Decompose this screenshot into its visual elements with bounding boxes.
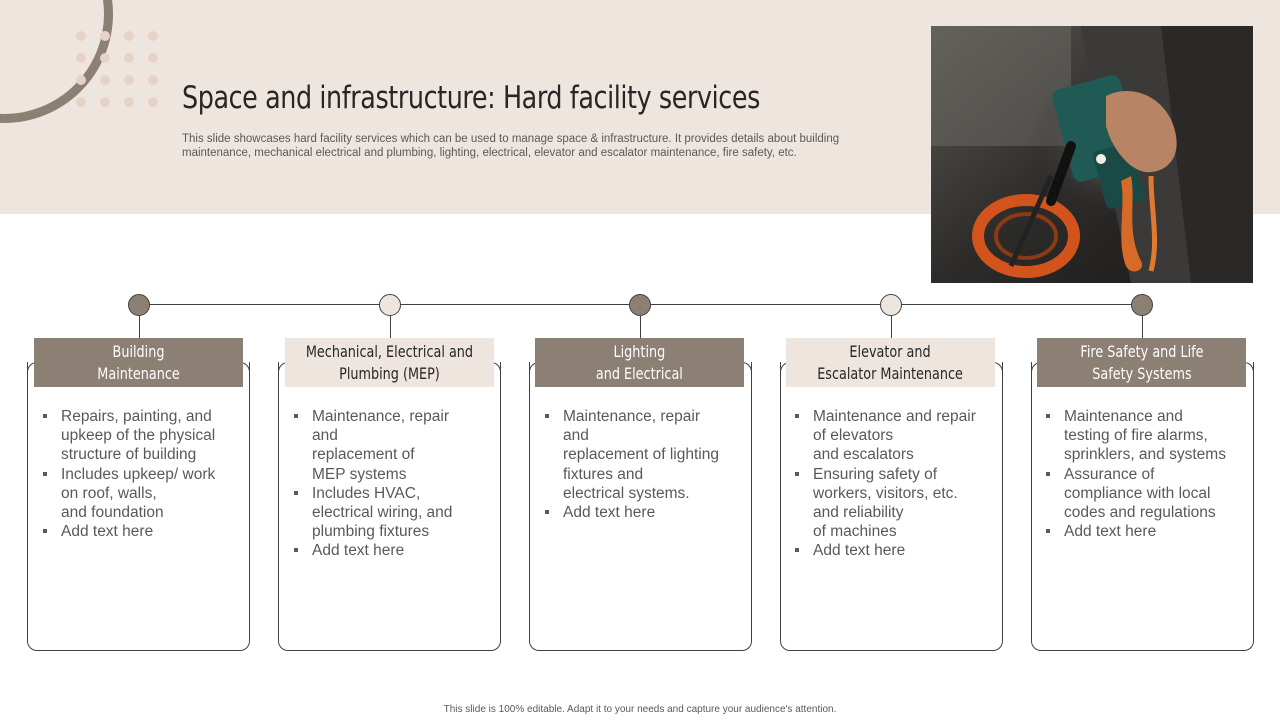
bullet-item: Add text here (35, 522, 225, 541)
bullet-item: Add text here (537, 503, 727, 522)
service-title: Mechanical, Electrical and Plumbing (MEP) (305, 341, 474, 383)
service-title: Building Maintenance (97, 341, 180, 383)
service-bullets-fire-safety (1038, 407, 1228, 541)
timeline-node-3 (629, 294, 651, 316)
decorative-dot (148, 97, 158, 107)
decorative-dot (76, 75, 86, 85)
slide-subtitle: This slide showcases hard facility services which can be used to manage space & infrastructure. It provides details about building maintenance, mechanical electrical and plumbing, lighting, electrical, elevator and escalator maintenance, fire safety, etc. (182, 133, 840, 159)
timeline-stem-5 (1142, 316, 1143, 338)
bullet-item: Maintenance, repair and replacement of MEP systems (286, 407, 476, 484)
bullet-item: Assurance of compliance with local codes and regulations (1038, 465, 1228, 523)
bullet-item: Repairs, painting, and upkeep of the physical structure of building (35, 407, 225, 465)
worker-drill-photo (931, 26, 1253, 283)
service-bullets-building-maintenance (35, 407, 225, 541)
service-title: Fire Safety and Life Safety Systems (1079, 341, 1204, 383)
timeline-node-4 (880, 294, 902, 316)
service-bullets-mep (286, 407, 476, 561)
timeline-node-5 (1131, 294, 1153, 316)
timeline-stem-4 (891, 316, 892, 338)
bullet-item: Add text here (286, 541, 476, 560)
service-bullets-elevator-escalator (787, 407, 977, 561)
timeline-stem-3 (640, 316, 641, 338)
timeline-stem-1 (139, 316, 140, 338)
service-header-elevator-escalator (786, 338, 995, 387)
service-header-lighting-electrical (535, 338, 744, 387)
decorative-dot (148, 53, 158, 63)
decorative-dot (100, 31, 110, 41)
service-header-mep (285, 338, 494, 387)
decorative-dot (124, 97, 134, 107)
decorative-dot (76, 53, 86, 63)
service-title: Lighting and Electrical (595, 341, 683, 383)
bullet-item: Maintenance, repair and replacement of lighting fixtures and electrical systems. (537, 407, 727, 503)
timeline-stem-2 (390, 316, 391, 338)
bullet-item: Add text here (1038, 522, 1228, 541)
timeline-node-1 (128, 294, 150, 316)
decorative-dot (124, 53, 134, 63)
service-header-building-maintenance (34, 338, 243, 387)
decorative-dot (100, 53, 110, 63)
decorative-dot (148, 75, 158, 85)
bullet-item: Includes upkeep/ work on roof, walls, and foundation (35, 465, 225, 523)
decorative-dot (100, 97, 110, 107)
timeline-node-2 (379, 294, 401, 316)
bullet-item: Includes HVAC, electrical wiring, and plumbing fixtures (286, 484, 476, 542)
decorative-dot (76, 31, 86, 41)
bullet-item: Add text here (787, 541, 977, 560)
decorative-dot (124, 31, 134, 41)
footer-note: This slide is 100% editable. Adapt it to your needs and capture your audience's attention. (443, 704, 837, 715)
service-header-fire-safety (1037, 338, 1246, 387)
bullet-item: Maintenance and repair of elevators and escalators (787, 407, 977, 465)
service-title: Elevator and Escalator Maintenance (817, 341, 964, 383)
bullet-item: Ensuring safety of workers, visitors, etc. and reliability of machines (787, 465, 977, 542)
decorative-dot (148, 31, 158, 41)
bullet-item: Maintenance and testing of fire alarms, sprinklers, and systems (1038, 407, 1228, 465)
decorative-dot-grid (76, 31, 188, 107)
decorative-dot (76, 97, 86, 107)
decorative-dot (100, 75, 110, 85)
service-bullets-lighting-electrical (537, 407, 727, 522)
slide-title: Space and infrastructure: Hard facility services (182, 80, 760, 116)
decorative-dot (124, 75, 134, 85)
